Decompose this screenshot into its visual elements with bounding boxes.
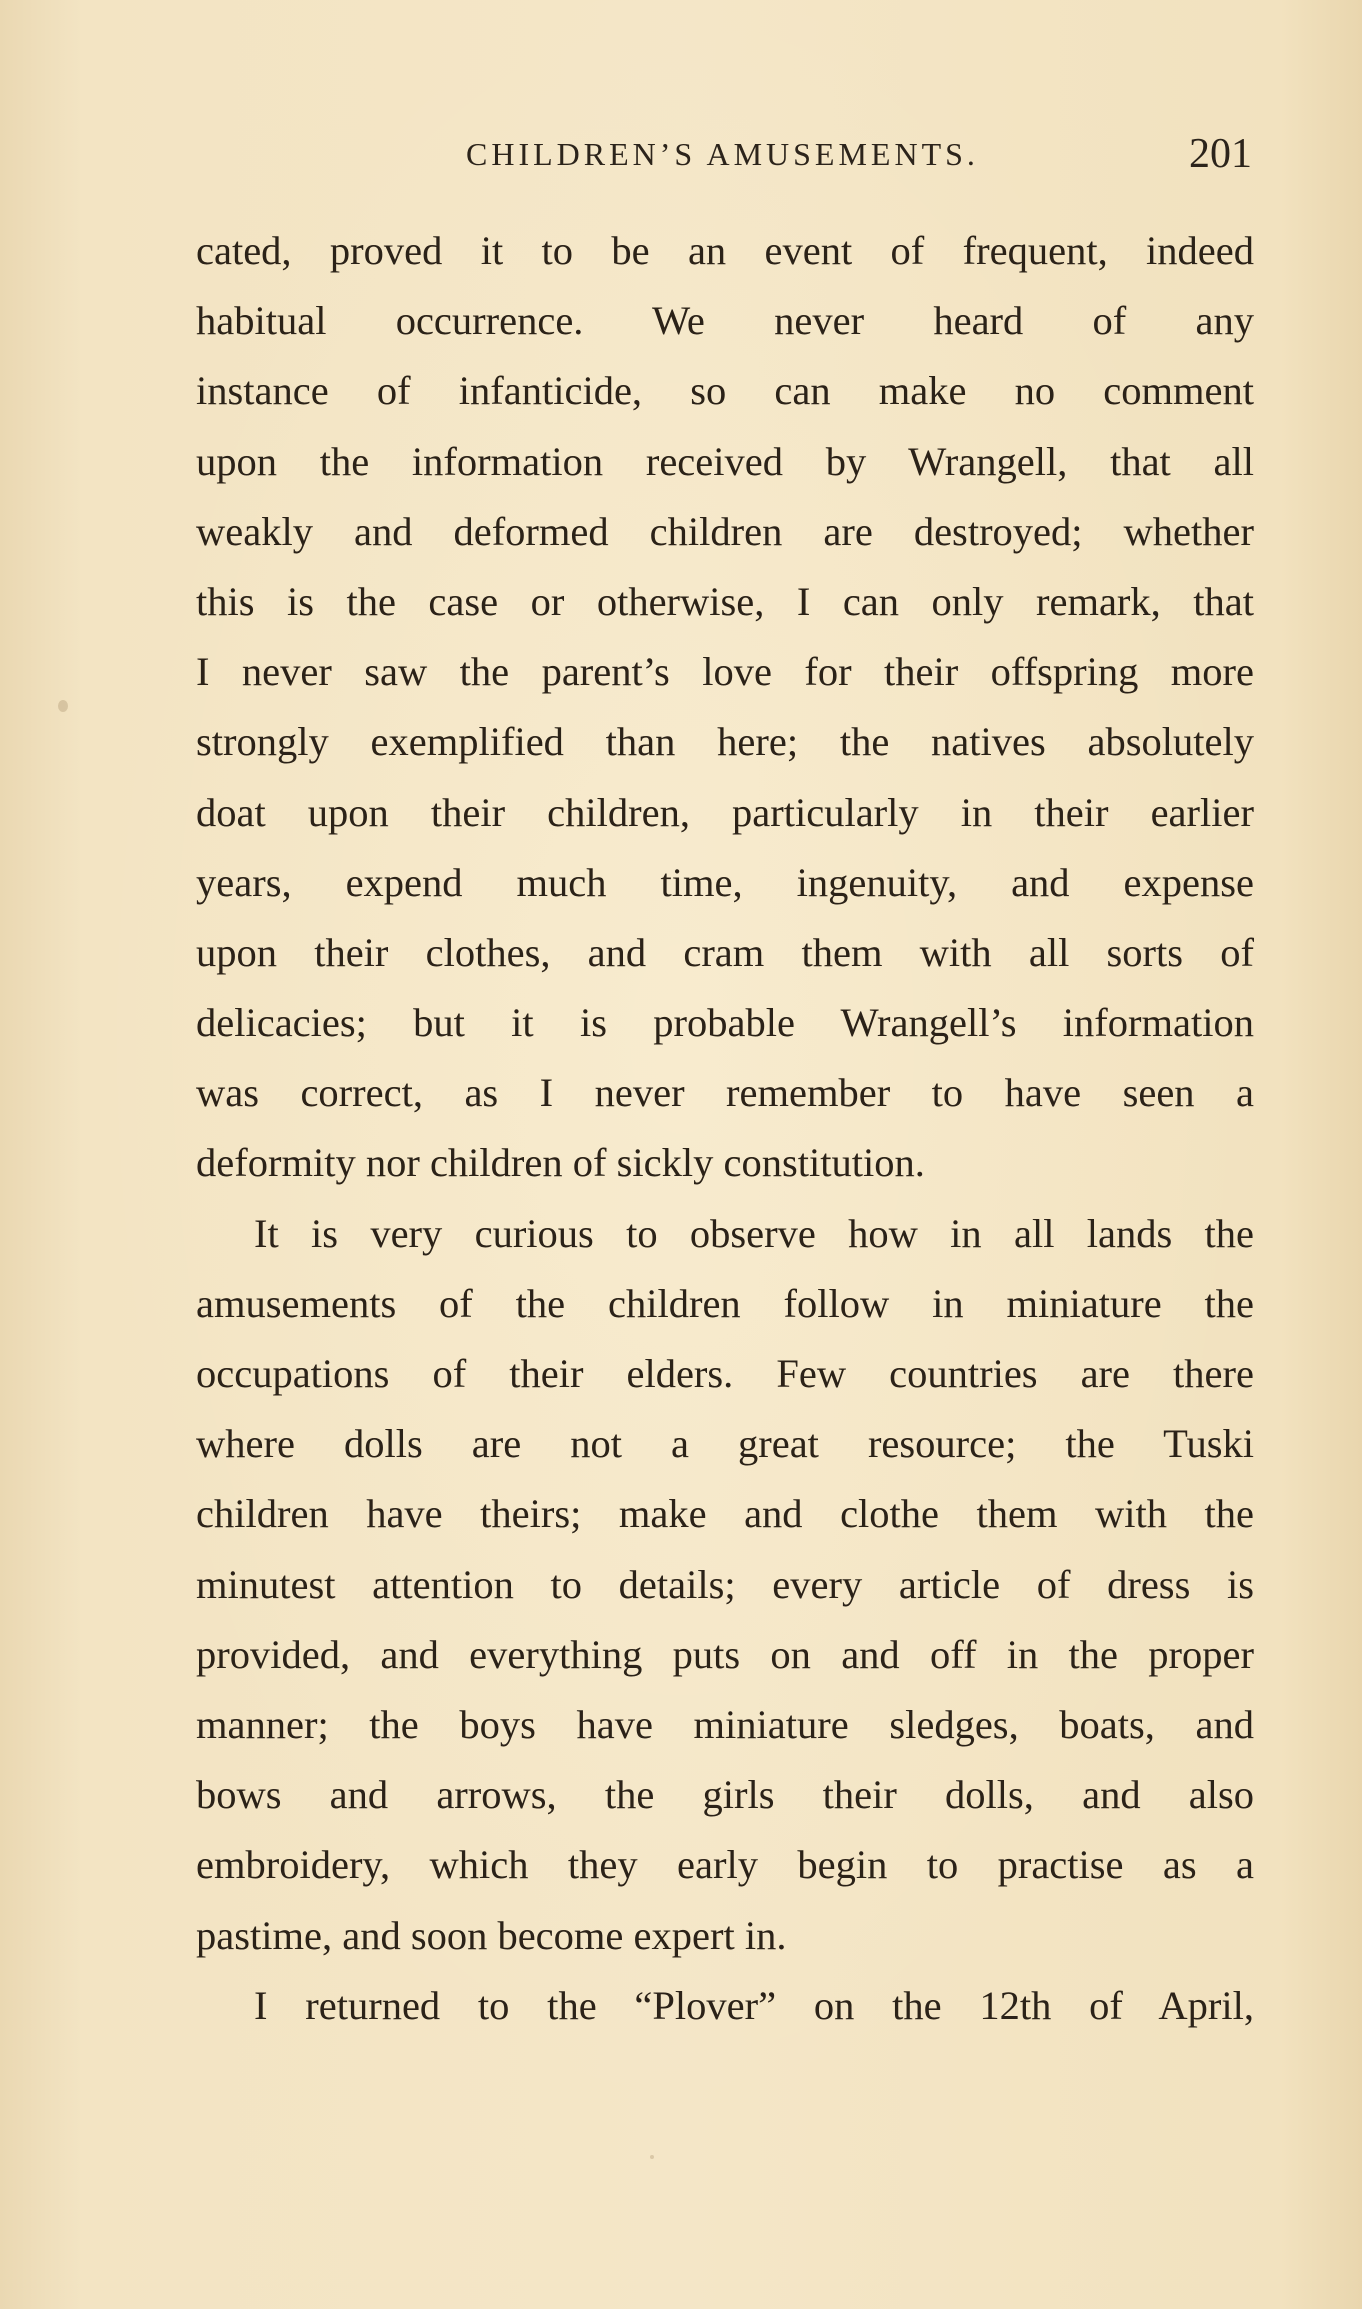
text-line: delicacies; but it is probable Wrangell’s information: [196, 1000, 1254, 1046]
text-line: minutest attention to details; every article of dress is: [196, 1561, 1254, 1607]
text-line: habitual occurrence. We never heard of any: [196, 298, 1254, 344]
text-line: doat upon their children, particularly in their earlier: [196, 789, 1254, 835]
text-line: strongly exemplified than here; the natives absolutely: [196, 719, 1254, 765]
text-line: instance of infanticide, so can make no comment: [196, 368, 1254, 414]
text-line: cated, proved it to be an event of frequent, indeed: [196, 228, 1254, 273]
text-line: weakly and deformed children are destroyed; whether: [196, 508, 1254, 554]
paragraph-end-line: pastime, and soon become expert in.: [196, 1912, 787, 1958]
text-line: provided, and everything puts on and off in the proper: [196, 1631, 1254, 1677]
text-line: occupations of their elders. Few countries are there: [196, 1351, 1254, 1396]
text-line: embroidery, which they early begin to practise as a: [196, 1842, 1254, 1888]
paragraph-start-line: I returned to the “Plover” on the 12th of April,: [254, 1982, 1254, 2028]
text-line: years, expend much time, ingenuity, and expense: [196, 859, 1254, 905]
text-line: amusements of the children follow in miniature the: [196, 1280, 1254, 1326]
text-line: children have theirs; make and clothe them with the: [196, 1491, 1254, 1537]
text-line: this is the case or otherwise, I can only remark, that: [196, 578, 1254, 624]
text-line: I never saw the parent’s love for their offspring more: [196, 649, 1254, 695]
text-line: bows and arrows, the girls their dolls, and also: [196, 1772, 1254, 1818]
paper-spot: [650, 2155, 654, 2159]
paper-spot: [58, 700, 68, 712]
text-line: manner; the boys have miniature sledges, boats, and: [196, 1701, 1254, 1747]
text-line: where dolls are not a great resource; the Tuski: [196, 1421, 1254, 1467]
running-title: CHILDREN’S AMUSEMENTS.: [466, 136, 979, 172]
paragraph-end-line: deformity nor children of sickly constitution.: [196, 1140, 925, 1186]
text-line: was correct, as I never remember to have seen a: [196, 1070, 1254, 1116]
text-line: upon their clothes, and cram them with all sorts of: [196, 929, 1254, 975]
page-number: 201: [1189, 131, 1252, 177]
body-text: [196, 216, 1254, 2041]
paragraph-start-line: It is very curious to observe how in all lands the: [254, 1210, 1254, 1256]
text-line: upon the information received by Wrangell, that all: [196, 438, 1254, 484]
running-head: [200, 128, 1252, 188]
